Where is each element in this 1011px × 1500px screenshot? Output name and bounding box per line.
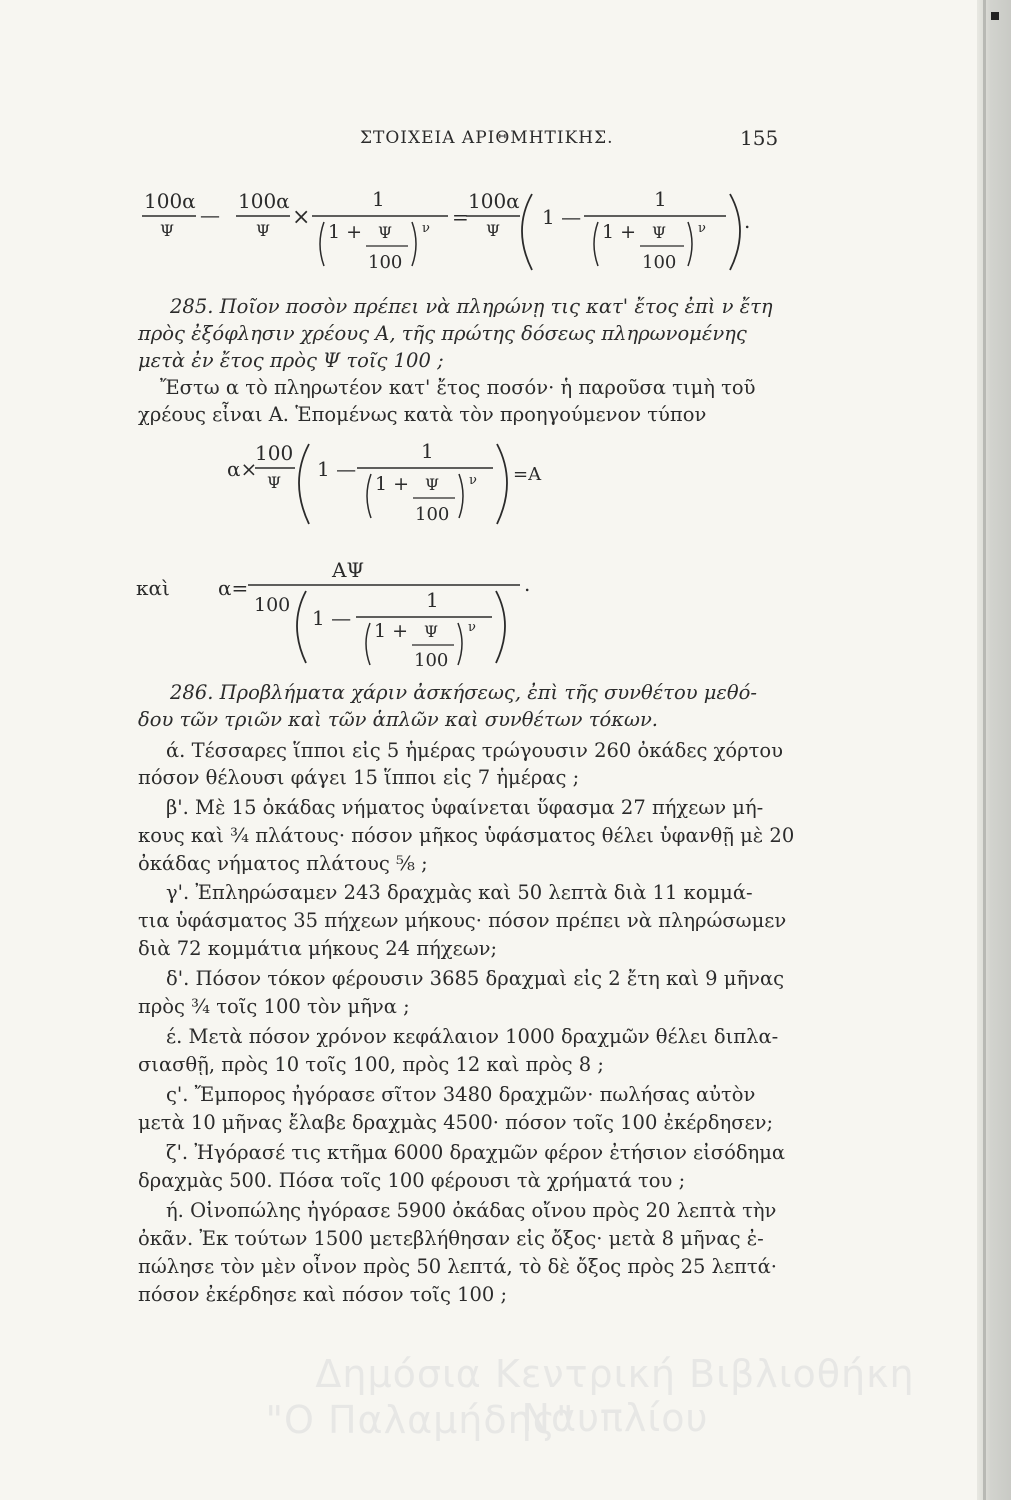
hundred: 100 <box>368 252 403 273</box>
alpha-equals: α= <box>218 576 249 600</box>
alpha-times: α× <box>227 457 258 481</box>
one-minus: 1 — <box>542 205 582 229</box>
library-watermark-line-1: Δημόσια Κεντρική Βιβλιοθήκη Ναυπλίου <box>315 1352 915 1440</box>
fraction-numerator: 100 <box>255 441 294 465</box>
paragraph-285-line: πρὸς ἐξόφλησιν χρέους Α, τῆς πρώτης δόσεως πληρωνομένης <box>138 322 747 345</box>
problem-line: πώλησε τὸν μὲν οἶνον πρὸς 50 λεπτά, τὸ δὲ ὄξος πρὸς 25 λεπτά· <box>138 1255 778 1278</box>
problem-line: σιασθῇ, πρὸς 10 τοῖς 100, πρὸς 12 καὶ πρὸς 8 ; <box>138 1053 604 1076</box>
fraction-numerator: 1 <box>426 588 439 612</box>
equals-A: =A <box>513 464 542 485</box>
left-paren <box>366 623 370 665</box>
minus-sign: — <box>200 203 220 227</box>
one-minus: 1 — <box>312 606 352 630</box>
right-paren <box>459 474 463 518</box>
page-number: 155 <box>740 126 779 150</box>
psi: Ψ <box>652 223 667 242</box>
left-paren <box>320 222 324 266</box>
big-left-paren <box>297 591 306 663</box>
problem-line: β'. Μὲ 15 ὀκάδας νήματος ὑφαίνεται ὕφασμα 27 πήχεων μή- <box>166 796 764 819</box>
hundred: 100 <box>414 650 449 671</box>
problem-line: τια ὑφάσματος 35 πήχεων μήκους· πόσον πρέπει νὰ πληρώσωμεν <box>138 909 787 932</box>
fraction-denominator: Ψ <box>160 221 175 240</box>
problem-line: διὰ 72 κομμάτια μήκους 24 πήχεων; <box>138 937 498 960</box>
fraction-numerator: ΑΨ <box>332 558 364 582</box>
fraction-numerator: 100α <box>468 189 520 213</box>
problem-line: ὀκάδας νήματος πλάτους ⅝ ; <box>138 852 428 875</box>
fraction-denominator: Ψ <box>486 221 501 240</box>
problem-line: ὀκᾶν. Ἐκ τούτων 1500 μετεβλήθησαν εἰς ὄξος· μετὰ 8 μῆνας ἐ- <box>138 1227 764 1250</box>
paragraph-285-line: μετὰ ἐν ἔτος πρὸς Ψ τοῖς 100 ; <box>138 349 444 372</box>
big-right-paren <box>497 444 507 524</box>
problem-line: ς'. Ἔμπορος ἠγόρασε σῖτον 3480 δραχμῶν· πωλήσας αὐτὸν <box>166 1083 756 1106</box>
one-plus: 1 + <box>375 473 410 495</box>
one-plus: 1 + <box>328 221 363 243</box>
big-right-paren <box>730 194 740 270</box>
problem-line: δραχμὰς 500. Πόσα τοῖς 100 φέρουσι τὰ χρήματά του ; <box>138 1169 686 1192</box>
problem-line: μετὰ 10 μῆνας ἔλαβε δραχμὰς 4500· πόσον τοῖς 100 ἐκέρδησεν; <box>138 1111 774 1134</box>
library-watermark-line-2: "Ο Παλαμήδης" <box>265 1398 575 1442</box>
formula-annuity-sum <box>140 180 800 290</box>
fraction-denominator: Ψ <box>256 221 271 240</box>
kai-word: καὶ <box>136 576 170 600</box>
problem-line: κους καὶ ¾ πλάτους· πόσον μῆκος ὑφάσματος θέλει ὑφανθῇ μὲ 20 <box>138 824 795 847</box>
right-paren <box>458 623 462 665</box>
fraction-denominator: Ψ <box>267 473 282 492</box>
hundred: 100 <box>642 252 677 273</box>
problem-line: πόσον θέλουσι φάγει 15 ἵπποι εἰς 7 ἡμέρας ; <box>138 766 580 789</box>
big-left-paren <box>522 194 532 270</box>
problem-line: πόσον ἐκέρδησε καὶ πόσον τοῖς 100 ; <box>138 1283 508 1306</box>
fraction-numerator: 100α <box>144 189 196 213</box>
problem-line: ή. Οἰνοπώλης ἠγόρασε 5900 ὀκάδας οἴνου πρὸς 20 λεπτὰ τὴν <box>166 1199 777 1222</box>
problem-line: ζ'. Ἠγόρασέ τις κτῆμα 6000 δραχμῶν φέρον ἐτήσιον εἰσόδημα <box>166 1141 786 1164</box>
paragraph-286-line: 286. Προβλήματα χάριν ἀσκήσεως, ἐπὶ τῆς συνθέτου μεθό- <box>170 681 757 704</box>
fraction-numerator: 1 <box>654 187 667 211</box>
right-paren <box>412 222 416 266</box>
psi: Ψ <box>424 622 439 641</box>
one-minus: 1 — <box>317 457 357 481</box>
exponent-nu: ν <box>469 473 477 488</box>
one-plus: 1 + <box>374 620 409 642</box>
left-paren <box>594 222 598 266</box>
period: . <box>524 572 531 596</box>
formula-alpha-solution <box>136 545 636 675</box>
paragraph-285-line: χρέους εἶναι Α. Ἑπομένως κατὰ τὸν προηγούμενον τύπον <box>138 403 707 426</box>
period: . <box>744 209 751 233</box>
exponent-nu: ν <box>422 221 430 236</box>
exponent-nu: ν <box>468 620 476 635</box>
right-paren <box>688 222 692 266</box>
paragraph-285-line: Ἔστω α τὸ πληρωτέον κατ' ἔτος ποσόν· ἡ παροῦσα τιμὴ τοῦ <box>160 376 756 399</box>
problem-line: έ. Μετὰ πόσον χρόνον κεφάλαιον 1000 δραχμῶν θέλει διπλα- <box>166 1025 779 1048</box>
psi: Ψ <box>378 223 393 242</box>
equals-sign: = <box>452 205 469 229</box>
problem-line: γ'. Ἐπληρώσαμεν 243 δραχμὰς καὶ 50 λεπτὰ διὰ 11 κομμά- <box>166 881 753 904</box>
hundred: 100 <box>415 504 450 525</box>
paragraph-286-line: δου τῶν τριῶν καὶ τῶν ἁπλῶν καὶ συνθέτων τόκων. <box>138 708 658 731</box>
paragraph-285-line: 285. Ποῖον ποσὸν πρέπει νὰ πληρώνῃ τις κατ' ἔτος ἐπὶ ν ἔτη <box>170 295 773 318</box>
left-paren <box>367 474 371 518</box>
fraction-numerator: 1 <box>421 439 434 463</box>
hundred: 100 <box>254 594 291 616</box>
fraction-numerator: 100α <box>238 189 290 213</box>
psi: Ψ <box>425 475 440 494</box>
problem-line: ά. Τέσσαρες ἵπποι εἰς 5 ἡμέρας τρώγουσιν 260 ὀκάδες χόρτου <box>166 739 783 762</box>
exponent-nu: ν <box>698 221 706 236</box>
big-right-paren <box>496 591 505 663</box>
problem-line: δ'. Πόσον τόκον φέρουσιν 3685 δραχμαὶ εἰς 2 ἔτη καὶ 9 μῆνας <box>166 967 785 990</box>
fraction-numerator: 1 <box>372 187 385 211</box>
formula-payment-equation <box>225 432 585 542</box>
times-sign: × <box>292 205 311 230</box>
problem-line: πρὸς ¾ τοῖς 100 τὸν μῆνα ; <box>138 995 410 1018</box>
scan-page-edge <box>977 0 1011 1500</box>
running-header: ΣΤΟΙΧΕΙΑ ΑΡΙΘΜΗΤΙΚΗΣ. <box>360 128 614 148</box>
big-left-paren <box>299 444 309 524</box>
one-plus: 1 + <box>602 221 637 243</box>
scan-corner-mark <box>991 12 999 20</box>
